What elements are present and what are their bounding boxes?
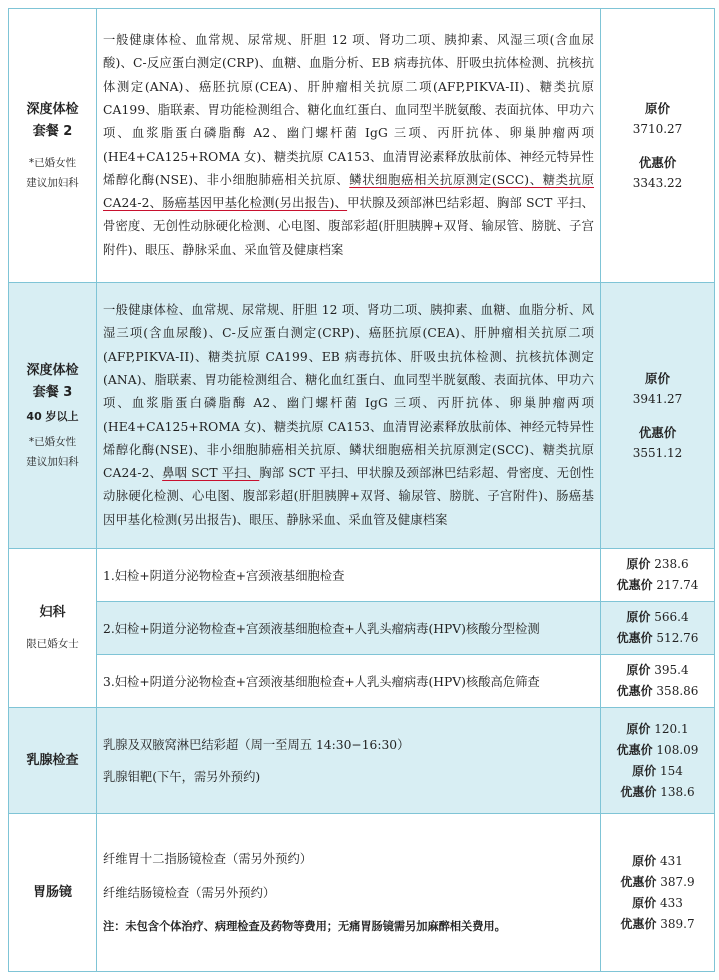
discount-price-value: 512.76 xyxy=(656,631,699,645)
gyn-item-price xyxy=(601,655,715,708)
row-gynecology-3 xyxy=(9,655,715,708)
row-gynecology-2 xyxy=(9,602,715,655)
original-price-label: 原价 xyxy=(644,370,670,386)
original-price-value: 154 xyxy=(659,763,683,778)
breast-items-cell xyxy=(97,708,601,814)
original-price-label: 原价 xyxy=(644,100,670,116)
gyn-item: 2.妇检+阴道分泌物检查+宫颈液基细胞检查+人乳头瘤病毒(HPV)核酸分型检测 xyxy=(97,602,601,655)
breast-item: 乳腺钼靶(下午，需另外预约) xyxy=(103,769,261,784)
package-title: 胃肠镜 xyxy=(32,884,72,900)
discount-price-label: 优惠价 xyxy=(616,631,653,645)
discount-price-label: 优惠价 xyxy=(620,916,657,931)
discount-price-value: 387.9 xyxy=(660,874,695,889)
original-price-value: 120.1 xyxy=(654,721,689,736)
original-price-value: 238.6 xyxy=(654,557,689,571)
package-title: 乳腺检查 xyxy=(26,752,79,768)
gyn-item: 3.妇检+阴道分泌物检查+宫颈液基细胞检查+人乳头瘤病毒(HPV)核酸高危筛查 xyxy=(97,655,601,708)
discount-price-label: 优惠价 xyxy=(638,154,677,170)
original-price-label: 原价 xyxy=(632,853,657,868)
row-gastroscopy xyxy=(9,814,715,972)
breast-item: 乳腺及双腋窝淋巴结彩超（周一至周五 14:30−16:30） xyxy=(103,737,410,752)
discount-price-value: 217.74 xyxy=(656,578,699,592)
note-line: *已婚女性 xyxy=(28,435,77,448)
note-line: *已婚女性 xyxy=(28,156,77,169)
discount-price-label: 优惠价 xyxy=(616,684,653,698)
breast-price-cell xyxy=(601,708,715,814)
package-name-cell xyxy=(9,549,97,708)
gyn-item: 1.妇检+阴道分泌物检查+宫颈液基细胞检查 xyxy=(97,549,601,602)
row-deep-checkup-2 xyxy=(9,9,715,283)
items-text: 一般健康体检、血常规、尿常规、肝胆 12 项、肾功二项、胰抑素、风湿三项(含血尿酸)、C-反应蛋白测定(CRP)、血糖、血脂分析、EB 病毒抗体、肝吸虫抗体检测、抗核抗体测定(ANA)、癌胚抗原(CEA)、肝肿瘤相关抗原二项(AFP,PIKVA-II)、糖类抗原 CA199、脂联素、胃功能检测组合、糖化血红蛋白、血同型半胱氨酸、表面抗体、甲功六项、血浆脂蛋白磷脂酶 A2、幽门螺杆菌 IgG 三项、丙肝抗体、卵巢肿瘤两项(HE4+CA125+ROMA 女)、糖类抗原 CA153、血清胃泌素释放肽前体、神经元特异性烯醇化酶(NSE)、非小细胞肺癌相关抗原、 xyxy=(103,33,594,187)
package-title-number: 套餐 2 xyxy=(32,123,73,139)
original-price-value: 3710.27 xyxy=(632,121,683,136)
items-text: 胸部 SCT 平扫、甲状腺及颈部淋巴结彩超、骨密度、无创性动脉硬化检测、心电图、腹部彩超(肝胆胰脾+双肾、输尿管、膀胱、子宫附件)、肠癌基因甲基化检测(另出报告)、眼压、静脉采血、采血管及健康档案 xyxy=(103,466,594,527)
package-name-cell xyxy=(9,708,97,814)
items-text: 甲状腺及颈部淋巴结彩超、胸部 SCT 平扫、骨密度、无创性动脉硬化检测、心电图、腹部彩超(肝胆胰脾+双肾、输尿管、膀胱、子宫附件)、眼压、静脉采血、采血管及健康档案 xyxy=(103,196,594,257)
package-title: 妇科 xyxy=(39,605,66,620)
original-price-label: 原价 xyxy=(626,721,651,736)
note-line: 建议加妇科 xyxy=(26,455,79,468)
package-name-cell xyxy=(9,814,97,972)
package-note xyxy=(9,153,96,193)
package-age-note: 40 岁以上 xyxy=(26,409,79,423)
endoscopy-remark: 注：未包含个体治疗、病理检查及药物等费用；无痛胃肠镜需另加麻醉相关费用。 xyxy=(103,919,506,933)
row-breast-exam xyxy=(9,708,715,814)
discount-price-value: 3551.12 xyxy=(632,445,683,460)
discount-price-label: 优惠价 xyxy=(620,874,657,889)
endoscopy-items-cell xyxy=(97,814,601,972)
row-deep-checkup-3 xyxy=(9,283,715,549)
discount-price-value: 108.09 xyxy=(656,742,699,757)
discount-price-label: 优惠价 xyxy=(638,424,677,440)
gyn-item-price xyxy=(601,602,715,655)
gyn-item-price xyxy=(601,549,715,602)
package-title: 深度体检 xyxy=(26,101,79,117)
package-name-cell xyxy=(9,283,97,549)
discount-price-value: 138.6 xyxy=(660,784,695,799)
original-price-value: 566.4 xyxy=(654,610,689,624)
package-price-table xyxy=(8,8,715,972)
note-line: 建议加妇科 xyxy=(26,176,79,189)
original-price-label: 原价 xyxy=(626,610,651,624)
package-items-cell xyxy=(97,9,601,283)
package-note xyxy=(9,432,96,472)
discount-price-label: 优惠价 xyxy=(616,578,653,592)
items-text-underlined: 鼻咽 SCT 平扫、 xyxy=(162,466,260,481)
items-text-underlined: 鳞状细胞癌相关抗原测定(SCC)、糖类抗原 CA24-2、肠癌基因甲基化检测(另出报告)、 xyxy=(103,172,595,211)
original-price-label: 原价 xyxy=(626,663,651,677)
package-price-cell xyxy=(601,9,715,283)
original-price-label: 原价 xyxy=(632,763,657,778)
original-price-value: 395.4 xyxy=(654,663,689,677)
original-price-label: 原价 xyxy=(632,895,657,910)
endoscopy-item: 纤维结肠镜检查（需另外预约） xyxy=(103,885,276,900)
endoscopy-item: 纤维胃十二指肠镜检查（需另外预约） xyxy=(103,851,313,866)
original-price-value: 433 xyxy=(659,895,683,910)
original-price-label: 原价 xyxy=(626,557,651,571)
discount-price-value: 3343.22 xyxy=(632,175,683,190)
package-title: 深度体检 xyxy=(26,362,79,378)
package-note: 限已婚女士 xyxy=(26,638,79,650)
original-price-value: 431 xyxy=(659,853,683,868)
row-gynecology-1 xyxy=(9,549,715,602)
discount-price-value: 389.7 xyxy=(660,916,695,931)
package-price-cell xyxy=(601,283,715,549)
original-price-value: 3941.27 xyxy=(632,391,683,406)
items-text: 一般健康体检、血常规、尿常规、肝胆 12 项、肾功二项、胰抑素、血糖、血脂分析、风湿三项(含血尿酸)、C-反应蛋白测定(CRP)、癌胚抗原(CEA)、肝肿瘤相关抗原二项(AFP,PIKVA-II)、糖类抗原 CA199、EB 病毒抗体、肝吸虫抗体检测、抗核抗体测定(ANA)、脂联素、胃功能检测组合、糖化血红蛋白、血同型半胱氨酸、表面抗体、甲功六项、血浆脂蛋白磷脂酶 A2、幽门螺杆菌 IgG 三项、丙肝抗体、卵巢肿瘤两项(HE4+CA125+ROMA 女)、糖类抗原 CA153、血清胃泌素释放肽前体、神经元特异性烯醇化酶(NSE)、非小细胞肺癌相关抗原、鳞状细胞癌相关抗原测定(SCC)、糖类抗原 CA24-2、 xyxy=(103,303,594,481)
package-title-number: 套餐 3 xyxy=(32,384,73,400)
discount-price-label: 优惠价 xyxy=(616,742,653,757)
endoscopy-price-cell xyxy=(601,814,715,972)
discount-price-value: 358.86 xyxy=(656,684,699,698)
discount-price-label: 优惠价 xyxy=(620,784,657,799)
package-items-cell xyxy=(97,283,601,549)
package-name-cell xyxy=(9,9,97,283)
